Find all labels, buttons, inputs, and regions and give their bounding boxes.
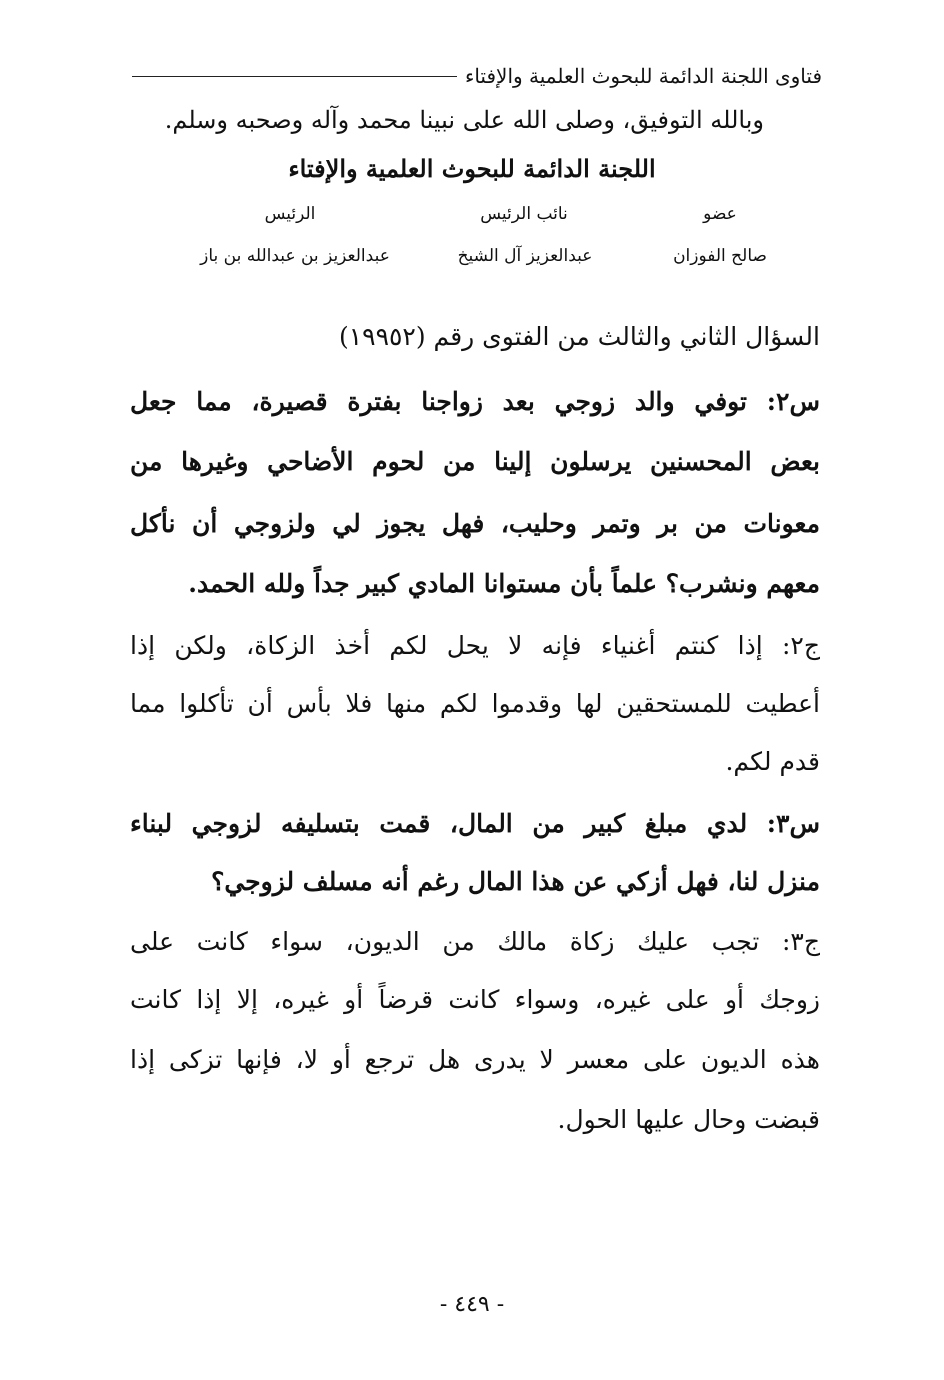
running-header-title: فتاوى اللجنة الدائمة للبحوث العلمية والإفتاء [464, 64, 822, 88]
signatory-name-president: عبدالعزيز بن عبدالله بن باز [200, 246, 390, 266]
committee-title: اللجنة الدائمة للبحوث العلمية والإفتاء [288, 154, 656, 183]
question-2-line: معونات من بر وتمر وحليب، فهل يجوز لي ولزوجي أن نأكل [130, 509, 820, 538]
signatory-name-member: صالح الفوزان [673, 246, 767, 266]
signatory-role-member: عضو [703, 204, 737, 224]
signatory-name-vice-president: عبدالعزيز آل الشيخ [457, 246, 593, 266]
question-2-line: س٢: توفي والد زوجي بعد زواجنا بفترة قصيرة، مما جعل [130, 387, 820, 416]
signatory-role-president: الرئيس [264, 204, 316, 224]
answer-3-line: ج٣: تجب عليك زكاة مالك من الديون، سواء كانت على [130, 927, 820, 956]
answer-3-line: زوجك أو على غيره، وسواء كانت قرضاً أو غيره، إلا إذا كانت [130, 985, 820, 1014]
question-2-line: بعض المحسنين يرسلون إلينا من لحوم الأضاحي وغيرها من [130, 447, 820, 476]
closing-statement: وبالله التوفيق، وصلى الله على نبينا محمد وآله وصحبه وسلم. [164, 106, 764, 134]
answer-3-line: قبضت وحال عليها الحول. [557, 1105, 820, 1134]
signatory-role-vice-president: نائب الرئيس [480, 204, 568, 224]
running-header [132, 58, 822, 94]
header-rule [132, 76, 457, 77]
answer-2-line: أعطيت للمستحقين لها وقدموا لكم منها فلا بأس أن تأكلوا مما [130, 689, 820, 718]
answer-2-line: ج٢: إذا كنتم أغنياء فإنه لا يحل لكم أخذ الزكاة، ولكن إذا [130, 631, 820, 660]
answer-3-line: هذه الديون على معسر لا يدرى هل ترجع أو لا، فإنها تزكى إذا [130, 1045, 820, 1074]
fatwa-question-heading: السؤال الثاني والثالث من الفتوى رقم (١٩٩٥٢) [338, 322, 820, 351]
question-2-line: معهم ونشرب؟ علماً بأن مستوانا المادي كبير جداً ولله الحمد. [188, 569, 820, 598]
answer-2-line: قدم لكم. [725, 747, 820, 776]
question-3-line: منزل لنا، فهل أزكي عن هذا المال رغم أنه مسلف لزوجي؟ [211, 867, 820, 896]
question-3-line: س٣: لدي مبلغ كبير من المال، قمت بتسليفه لزوجي لبناء [130, 809, 820, 838]
page-number: - ٤٤٩ - [439, 1292, 505, 1317]
